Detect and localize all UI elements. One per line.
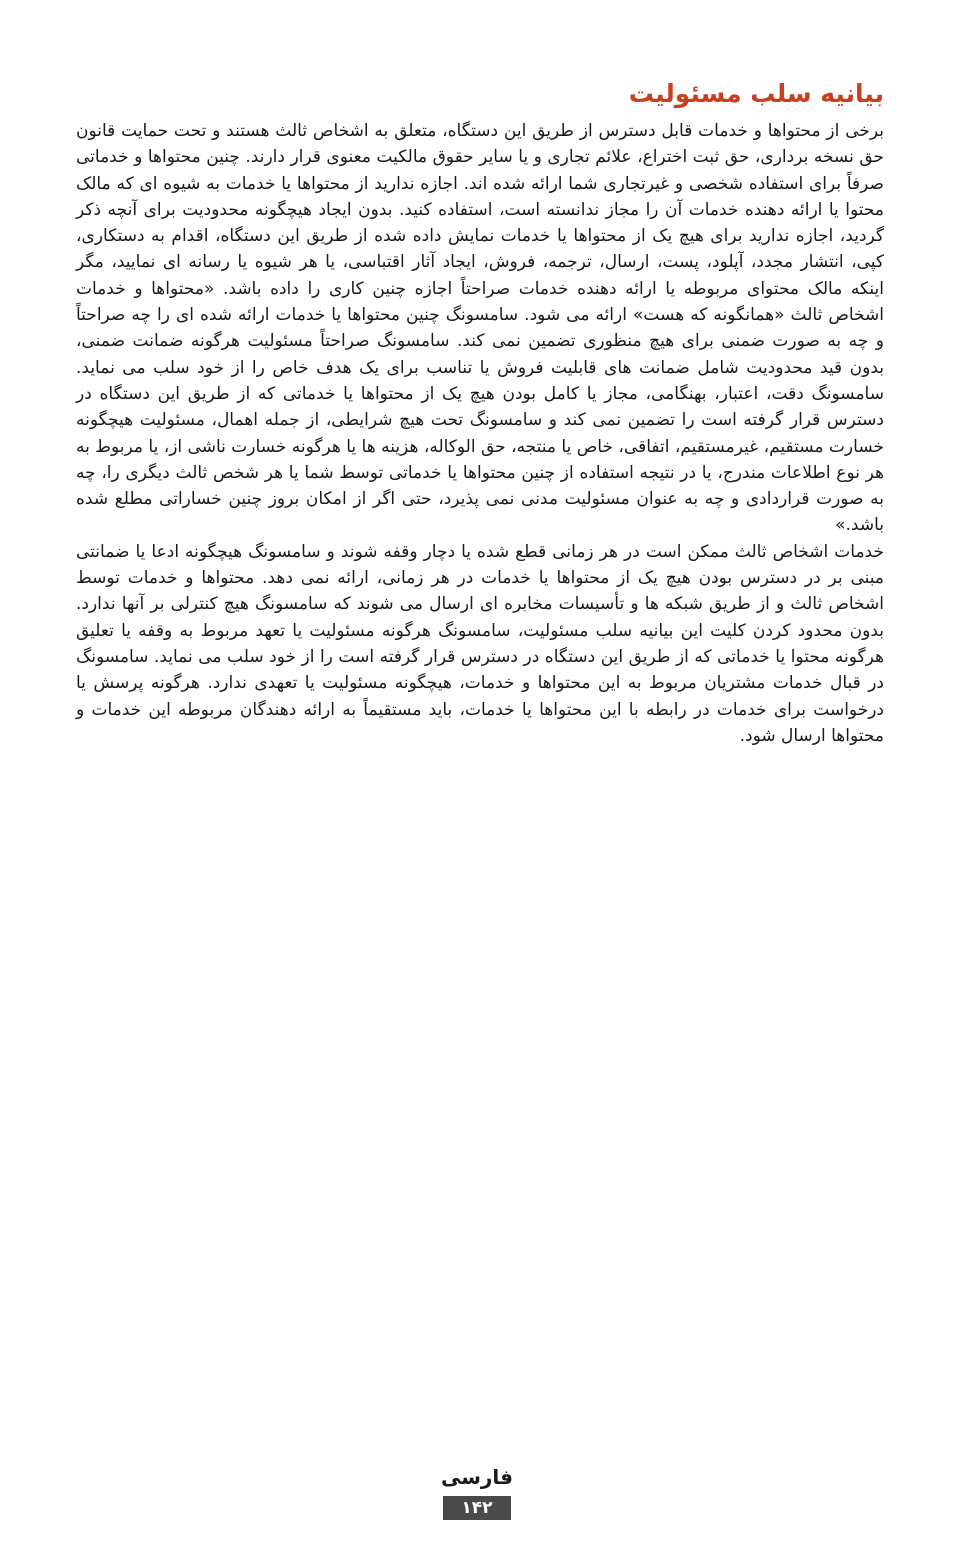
- footer-language-label: فارسی: [440, 1465, 514, 1489]
- document-body: [76, 76, 884, 749]
- body-paragraph: برخی از محتواها و خدمات قابل دسترس از طریق این دستگاه، متعلق به اشخاص ثالث هستند و تحت حمایت قانون حق نسخه برداری، حق ثبت اختراع، علائم تجاری و یا سایر حقوق مالکیت معنوی قرار دارند. چنین محتواها و خدماتی صرفاً برای استفاده شخصی و غیرتجاری شما ارائه شده اند. اجازه ندارید از محتواها یا خدمات به شیوه ای که مالک محتوا یا ارائه دهنده خدمات آن را مجاز ندانسته است، استفاده کنید. بدون ایجاد هیچگونه محدودیت برای آنچه ذکر گردید، اجازه ندارید برای هیچ یک از محتواها یا خدمات نمایش داده شده از طریق این دستگاه، اقدام به دستکاری، کپی، انتشار مجدد، آپلود، پست، ارسال، ترجمه، فروش، ایجاد آثار اقتباسی، یا هر شیوه یا رسانه ای نمایید، مگر اینکه مالک محتوای مربوطه یا ارائه دهنده خدمات صراحتاً اجازه چنین کاری را داده باشد. «محتواها و خدمات اشخاص ثالث «همانگونه که هست» ارائه می شود. سامسونگ چنین محتواها یا خدمات ارائه شده ای را چه صراحتاً و چه به صورت ضمنی برای هیچ منظوری تضمین نمی کند. سامسونگ صراحتاً مسئولیت هرگونه ضمانت ضمنی، بدون قید محدودیت شامل ضمانت های قابلیت فروش یا تناسب برای یک هدف خاص را از خود سلب می نماید. سامسونگ دقت، اعتبار، بهنگامی، مجاز یا کامل بودن هیچ یک از محتواها یا خدماتی که از طریق این دستگاه در دسترس قرار گرفته است را تضمین نمی کند و سامسونگ تحت هیچ شرایطی، از جمله اهمال، مسئولیت هیچگونه خسارت مستقیم، غیرمستقیم، اتفاقی، خاص یا منتجه، حق الوکاله، هزینه ها یا هرگونه خسارت ناشی از، یا مربوط به هر نوع اطلاعات مندرج، یا در نتیجه استفاده از چنین محتواها یا خدماتی توسط شما یا هر شخص ثالث دیگری را، چه به صورت قراردادی و چه به عنوان مسئولیت مدنی نمی پذیرد، حتی اگر از امکان بروز چنین خساراتی مطلع شده باشد.»: [76, 121, 884, 536]
- section-title: بیانیه سلب مسئولیت: [628, 79, 884, 108]
- page-number-badge: ۱۴۲: [443, 1496, 511, 1520]
- page-footer: [0, 1462, 954, 1520]
- body-paragraph: خدمات اشخاص ثالث ممکن است در هر زمانی قطع شده یا دچار وقفه شوند و سامسونگ هیچگونه ادعا یا ضمانتی مبنی بر در دسترس بودن هیچ یک از محتواها یا خدمات در هر زمانی، ارائه نمی دهد. محتواها و خدمات توسط اشخاص ثالث و از طریق شبکه ها و تأسیسات مخابره ای ارسال می شوند که سامسونگ هیچ کنترلی بر آنها ندارد. بدون محدود کردن کلیت این بیانیه سلب مسئولیت، سامسونگ هرگونه مسئولیت یا تعهد مربوط به وقفه یا تعلیق هرگونه محتوا یا خدماتی که از طریق این دستگاه در دسترس قرار گرفته است را از خود سلب می نماید. سامسونگ در قبال خدمات مشتریان مربوط به این محتواها و خدمات، هیچگونه مسئولیت یا تعهدی ندارد. هرگونه پرسش یا درخواست برای خدمات در رابطه با این محتواها یا خدمات، باید مستقیماً به ارائه دهندگان مربوطه این خدمات و محتواها ارسال شود.: [76, 541, 884, 746]
